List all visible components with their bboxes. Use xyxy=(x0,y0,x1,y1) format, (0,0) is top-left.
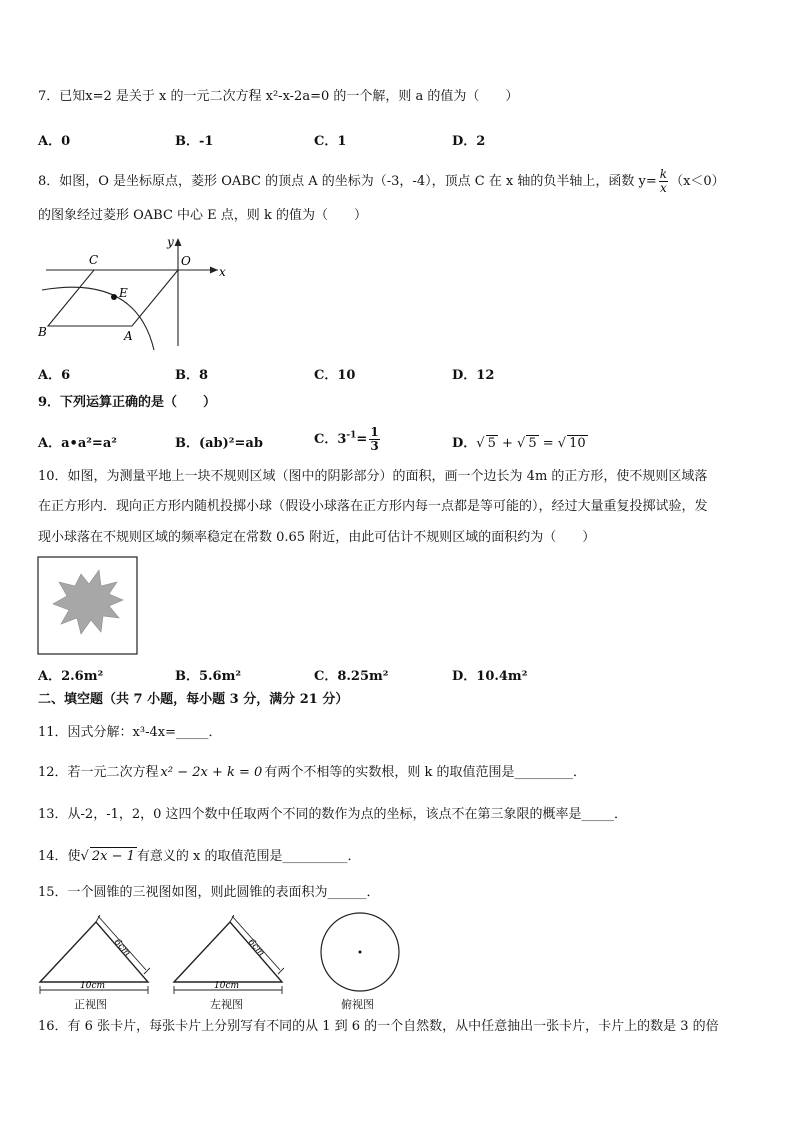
q9-d-equals: = xyxy=(542,436,554,451)
q16-stem: 16．有 6 张卡片，每张卡片上分别写有不同的从 1 到 6 的一个自然数，从中任意抽出一张卡片，卡片上的数是 3 的倍 xyxy=(38,1019,719,1034)
q10-option-a[interactable]: A．2.6m² xyxy=(38,669,104,684)
q14-post: 有意义的 x 的取值范围是__________． xyxy=(136,849,361,864)
q7-stem: 7．已知x=2 是关于 x 的一元二次方程 x²-x-2a=0 的一个解，则 a 的值为（ ） xyxy=(38,89,519,104)
q7-option-d[interactable]: D．2 xyxy=(452,134,486,149)
label-e: E xyxy=(119,286,128,300)
q14-pre: 14．使 xyxy=(38,849,81,864)
q12-stem xyxy=(38,764,586,782)
q9-d-radicand-2: 5 xyxy=(528,436,537,451)
label-o: O xyxy=(181,254,191,268)
front-view-figure xyxy=(38,910,150,994)
q7-option-b[interactable]: B．-1 xyxy=(175,134,214,149)
q12-post: 有两个不相等的实数根，则 k 的取值范围是_________． xyxy=(264,765,586,780)
front-base-label: 10cm xyxy=(80,981,106,991)
hyperbola-curve xyxy=(42,287,154,350)
q10-line-2: 在正方形内．现向正方形内随机投掷小球（假设小球落在正方形内每一点都是等可能的），经过大量重复投掷试验，发 xyxy=(38,499,708,514)
label-c: C xyxy=(89,253,99,267)
x-axis-arrow-icon xyxy=(210,267,218,274)
q9-d-radicand-1: 5 xyxy=(487,436,496,451)
left-view-caption: 左视图 xyxy=(210,998,243,1011)
q9-c-equals: = xyxy=(356,432,368,447)
q7-option-c[interactable]: C．1 xyxy=(314,134,347,149)
q9-options xyxy=(38,426,758,456)
label-b: B xyxy=(38,325,47,339)
q13-stem: 13．从-2，-1，2，0 这四个数中任取两个不同的数作为点的坐标，该点不在第三象限的概率是_____． xyxy=(38,807,628,822)
q9-c-base: C．3 xyxy=(314,432,347,447)
q8-option-d[interactable]: D．12 xyxy=(452,368,495,383)
q15-stem: 15．一个圆锥的三视图如图，则此圆锥的表面积为______． xyxy=(38,885,380,900)
label-a: A xyxy=(124,329,133,343)
q10-option-c[interactable]: C．8.25m² xyxy=(314,669,389,684)
front-view-triangle xyxy=(40,922,148,982)
q9-option-d[interactable] xyxy=(452,432,588,451)
top-view-center-dot xyxy=(359,951,362,954)
q9-d-plus: + xyxy=(502,436,513,451)
left-view-triangle xyxy=(174,922,282,982)
q12-equation: x² − 2x + k = 0 xyxy=(160,765,263,780)
label-y: y xyxy=(167,235,174,249)
y-axis-arrow-icon xyxy=(175,238,182,246)
q7-option-a[interactable]: A．0 xyxy=(38,134,71,149)
front-slant-label: 6cm xyxy=(111,937,133,959)
q11-stem: 11．因式分解：x³-4x=_____． xyxy=(38,725,222,740)
q9-d-label: D． xyxy=(452,436,477,451)
q9-option-a[interactable]: A．a•a²=a² xyxy=(38,436,117,451)
q14-stem: 14．使√ 2x − 1 有意义的 x 的取值范围是__________． xyxy=(38,849,361,864)
q8-stem xyxy=(38,168,725,195)
q9-c-exponent: -1 xyxy=(346,430,357,441)
q7-options xyxy=(38,130,758,148)
q8-stem-post: （x＜0） xyxy=(670,174,725,189)
top-view-figure xyxy=(316,912,404,994)
q8-options xyxy=(38,364,758,382)
q8-fraction xyxy=(659,168,668,195)
q8-rhombus-figure xyxy=(36,234,232,352)
label-x: x xyxy=(219,265,226,279)
q8-option-c[interactable]: C．10 xyxy=(314,368,356,383)
q8-stem-line2: 的图象经过菱形 OABC 中心 E 点，则 k 的值为（ ） xyxy=(38,208,367,223)
q10-square-figure xyxy=(37,556,139,656)
q9-stem: 9．下列运算正确的是（ ） xyxy=(38,395,217,410)
q9-c-den: 3 xyxy=(370,439,379,453)
q10-line-1: 10．如图，为测量平地上一块不规则区域（图中的阴影部分）的面积，画一个边长为 4m 的正方形，使不规则区域落 xyxy=(38,469,708,484)
section-2-heading: 二、填空题（共 7 小题，每小题 3 分，满分 21 分） xyxy=(38,692,349,707)
q10-line-3: 现小球落在不规则区域的频率稳定在常数 0.65 附近，由此可估计不规则区域的面积约为（ ） xyxy=(38,530,596,545)
left-base-label: 10cm xyxy=(214,981,240,991)
front-view-caption: 正视图 xyxy=(74,998,107,1011)
q9-option-b[interactable]: B．(ab)²=ab xyxy=(175,436,263,451)
q12-pre: 12．若一元二次方程 xyxy=(38,765,159,780)
q9-c-num: 1 xyxy=(370,425,379,439)
q9-option-c[interactable] xyxy=(314,426,382,453)
q8-option-b[interactable]: B．8 xyxy=(175,368,209,383)
left-slant-label: 6cm xyxy=(245,937,267,959)
q8-frac-num: k xyxy=(659,167,668,181)
q8-option-a[interactable]: A．6 xyxy=(38,368,71,383)
q9-d-expression: √ 5 + √ 5 = √ 10 xyxy=(476,436,586,451)
left-view-figure xyxy=(172,910,284,994)
q10-options xyxy=(38,665,758,683)
q10-option-d[interactable]: D．10.4m² xyxy=(452,669,528,684)
q8-frac-den: x xyxy=(660,181,667,195)
top-view-caption: 俯视图 xyxy=(341,998,374,1011)
q10-option-b[interactable]: B．5.6m² xyxy=(175,669,242,684)
q8-stem-pre: 8．如图，O 是坐标原点，菱形 OABC 的顶点 A 的坐标为（-3，-4），顶点 C 在 x 轴的负半轴上，函数 y= xyxy=(38,174,657,189)
q9-c-fraction xyxy=(369,426,379,453)
q9-d-radicand-3: 10 xyxy=(569,436,586,451)
q14-radicand: 2x − 1 xyxy=(91,849,135,864)
point-e xyxy=(111,294,117,300)
